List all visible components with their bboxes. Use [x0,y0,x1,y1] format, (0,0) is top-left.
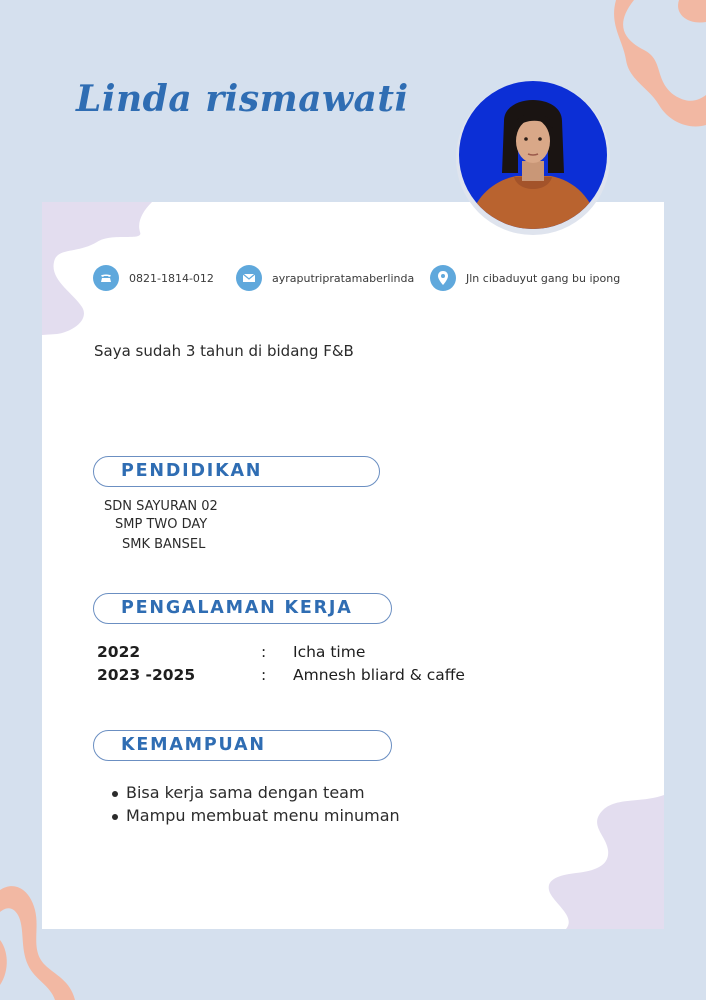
profile-summary: Saya sudah 3 tahun di bidang F&B [94,342,354,360]
experience-row [97,643,517,665]
contact-address [430,264,620,292]
section-header-skills [93,730,392,761]
experience-row [97,666,517,688]
experience-year: 2023 -2025 [97,666,196,684]
section-title: KEMAMPUAN [121,735,266,755]
education-item: SMP TWO DAY [115,517,208,532]
experience-separator: : [261,643,267,661]
section-header-experience [93,593,392,624]
education-item: SDN SAYURAN 02 [104,499,218,514]
location-icon [430,265,456,291]
section-title: PENGALAMAN KERJA [121,598,353,618]
experience-place: Icha time [293,643,366,661]
contact-email [236,264,414,292]
resume-name: Linda rismawati [76,78,409,120]
section-title: PENDIDIKAN [121,461,263,481]
skill-item: Mampu membuat menu minuman [110,806,400,829]
home-address: Jln cibaduyut gang bu ipong [466,271,621,285]
phone-number: 0821-1814-012 [129,271,214,285]
experience-separator: : [261,666,267,684]
skills-list [110,783,400,829]
profile-photo [456,81,610,235]
contact-phone [93,264,214,292]
email-address: ayraputripratamaberlinda [272,271,415,285]
education-item: SMK BANSEL [122,537,206,552]
skill-item: Bisa kerja sama dengan team [110,783,400,806]
decor-blob-bottom-right [548,795,664,929]
experience-place: Amnesh bliard & caffe [293,666,465,684]
section-header-education [93,456,380,487]
decor-squiggle-top-right [604,0,706,130]
phone-icon [93,265,119,291]
experience-year: 2022 [97,643,141,661]
mail-icon [236,265,262,291]
